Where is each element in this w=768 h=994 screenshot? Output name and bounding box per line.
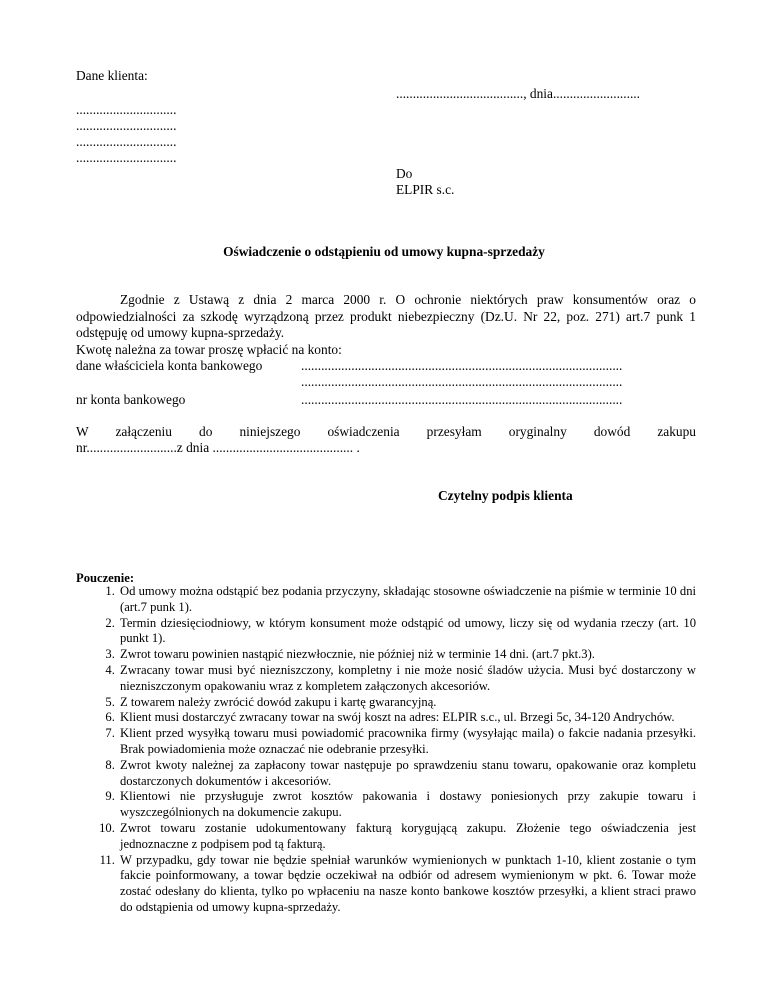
instruction-item: 3. Zwrot towaru powinien nastąpić niezwłocznie, nie później niż w terminie 14 dni. (art.7 pkt.3). [118,647,696,663]
signature-label: Czytelny podpis klienta [438,488,573,503]
account-number-label: nr konta bankowego [76,392,186,407]
account-number-field: ................................................................................................ [301,392,623,407]
instruction-item: 5. Z towarem należy zwrócić dowód zakupu i kartę gwarancyjną. [118,695,696,711]
payment-line: Kwotę należna za towar proszę wpłacić na konto: [76,342,342,357]
instruction-item: 8. Zwrot kwoty należnej za zapłacony towar następuje po sprawdzeniu stanu towaru, opakowanie oraz kompletu dostarczonych dokumentów i akcesoriów. [118,758,696,790]
recipient-name: ELPIR s.c. [396,182,455,197]
instructions-heading: Pouczenie: [76,571,135,585]
account-owner-field: ................................................................................................ [301,358,623,373]
attachment-line: W załączeniu do niniejszego oświadczenia przesyłam oryginalny dowód zakupu [76,424,696,439]
client-data-label: Dane klienta: [76,68,148,83]
instruction-item: 2. Termin dziesięciodniowy, w którym konsument może odstąpić od umowy, liczy się od wydania rzeczy (art. 10 punkt 1). [118,616,696,648]
instruction-item: 1. Od umowy można odstąpić bez podania przyczyny, składając stosowne oświadczenie na piśmie w terminie 10 dni (art.7 punk 1). [118,584,696,616]
account-owner-label: dane właściciela konta bankowego [76,358,263,373]
instructions-list [76,584,696,916]
place-date-line: ......................................, dnia.......................... [396,86,640,101]
instruction-item: 4. Zwracany towar musi być niezniszczony, kompletny i nie może nosić śladów użycia. Musi być dostarczony w niezniszczonym opakowaniu wraz z kompletem załączonych akcesoriów. [118,663,696,695]
instruction-item: 7. Klient przed wysyłką towaru musi powiadomić pracownika firmy (wysyłając maila) o fakcie nadania przesyłki. Brak powiadomienia może oznaczać nie odebranie przesyłki. [118,726,696,758]
client-data-line: .............................. [76,102,177,117]
instruction-item: 6. Klient musi dostarczyć zwracany towar na swój koszt na adres: ELPIR s.c., ul. Brzegi 5c, 34-120 Andrychów. [118,710,696,726]
instruction-item: 9. Klientowi nie przysługuje zwrot kosztów pakowania i dostawy poniesionych przy zakupie towaru i wyszczególnionych na dokumencie zakupu. [118,789,696,821]
receipt-number-line: nr...........................z dnia .......................................... . [76,440,360,455]
instruction-item: 10. Zwrot towaru zostanie udokumentowany fakturą korygującą zakupu. Złożenie tego oświadczenia jest jednoznaczne z podpisem pod tą fakturą. [118,821,696,853]
account-owner-field-continued: ................................................................................................ [301,374,623,389]
client-data-line: .............................. [76,150,177,165]
intro-paragraph: Zgodnie z Ustawą z dnia 2 marca 2000 r. O ochronie niektórych praw konsumentów oraz o odpowiedzialności za szkodę wyrządzoną przez produkt niebezpieczny (Dz.U. Nr 22, poz. 271) art.7 punk 1 odstępuję od umowy kupna-sprzedaży. [76,292,696,340]
client-data-line: .............................. [76,134,177,149]
recipient-to: Do [396,166,413,181]
client-data-line: .............................. [76,118,177,133]
instruction-item: 11. W przypadku, gdy towar nie będzie spełniał warunków wymienionych w punktach 1-10, klient zostanie o tym fakcie poinformowany, a towar będzie oczekiwał na odbiór od adresem wymienionym w pkt. 6. Towar może zostać odesłany do klienta, tylko po wpłaceniu na nasze konto bankowe kosztów przesyłki, a klient straci prawo do odstąpienia od umowy kupna-sprzedaży. [118,853,696,916]
document-title: Oświadczenie o odstąpieniu od umowy kupna-sprzedaży [223,244,545,259]
